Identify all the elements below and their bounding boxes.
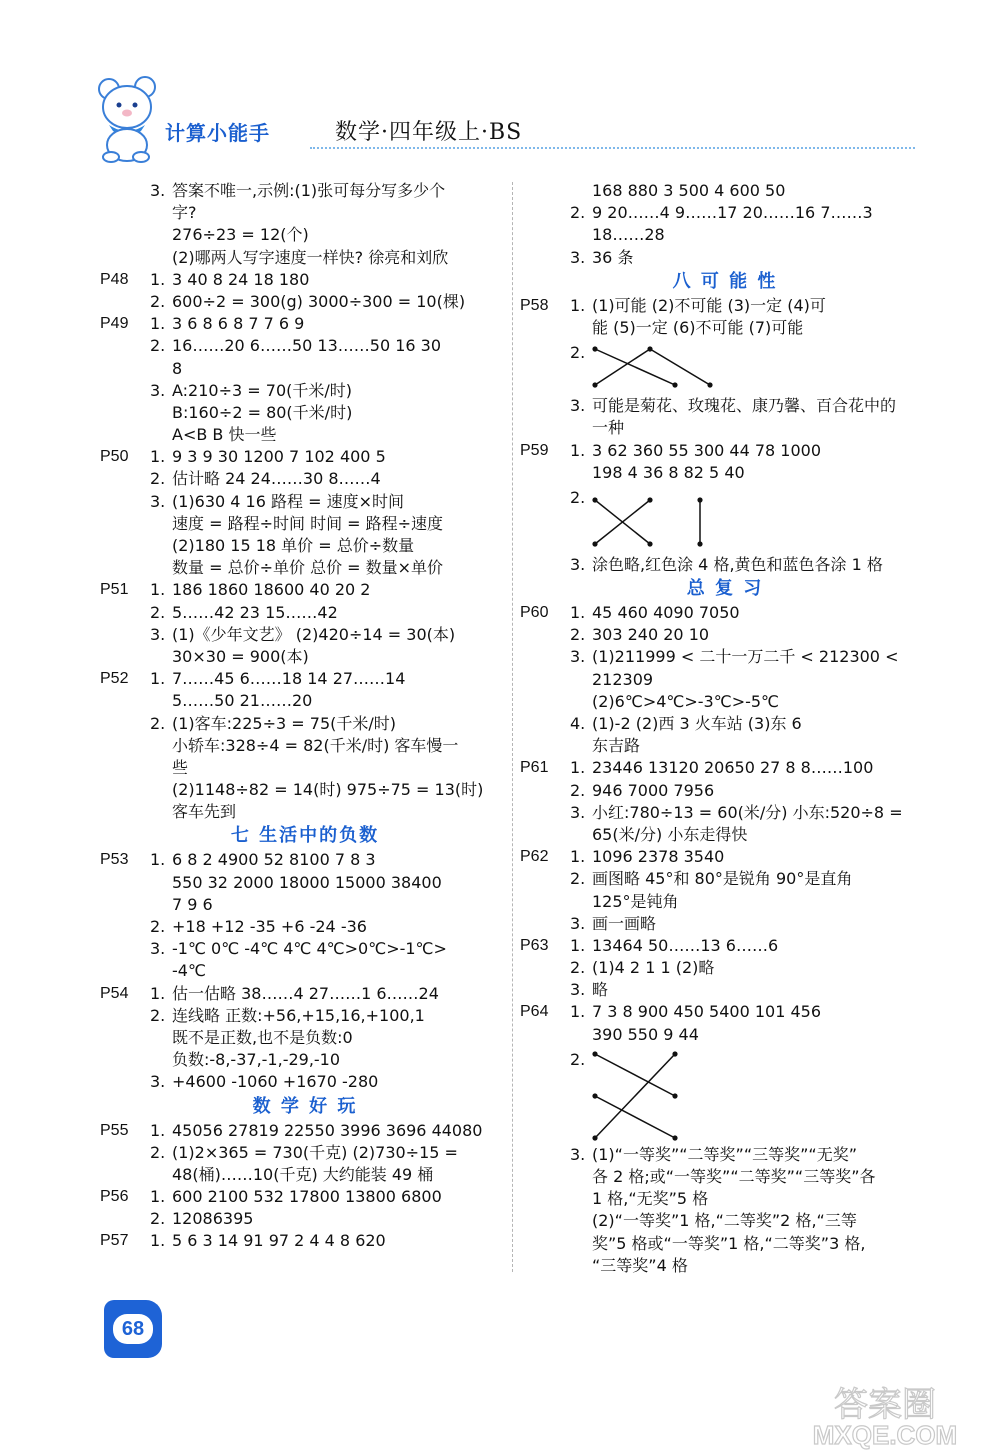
answer-line <box>520 646 930 668</box>
answer-line <box>100 202 510 224</box>
connector-dot <box>672 1093 677 1098</box>
item-number: 1. <box>150 1120 166 1140</box>
connector-line <box>595 349 675 385</box>
answer-line <box>520 462 930 484</box>
item-number: 1. <box>570 847 586 867</box>
answer-line <box>520 691 930 713</box>
item-number: 1. <box>570 603 586 623</box>
answers-right-column <box>520 180 930 1277</box>
connector-dot <box>672 1135 677 1140</box>
page-ref: P54 <box>100 984 129 1002</box>
answer-text: 198 4 36 8 82 5 40 <box>592 462 745 482</box>
answer-text: 186 1860 18600 40 20 2 <box>172 580 371 600</box>
answer-line <box>100 872 510 894</box>
answer-text: (2)180 15 18 单价 = 总价÷数量 <box>172 536 415 555</box>
connector-dot <box>592 497 597 502</box>
item-number: 2. <box>570 343 586 363</box>
item-number: 3. <box>570 913 586 933</box>
answer-text: 客车先到 <box>172 802 237 822</box>
item-number: 1. <box>570 295 586 315</box>
connector-dot <box>647 347 652 352</box>
answer-line <box>520 395 930 417</box>
connector-dot <box>672 383 677 388</box>
item-number: 2. <box>150 1209 166 1229</box>
connector-line <box>595 1054 675 1096</box>
answer-line <box>520 1166 930 1188</box>
answer-line <box>520 224 930 246</box>
item-number: 2. <box>150 469 166 489</box>
answer-line <box>100 894 510 916</box>
answer-text: (1)2×365 = 730(千克) (2)730÷15 = <box>172 1142 458 1162</box>
item-number: 1. <box>150 850 166 870</box>
answer-text: -4℃ <box>172 961 206 981</box>
answer-line <box>100 291 510 313</box>
answer-line <box>520 757 930 779</box>
answer-line <box>520 1188 930 1210</box>
answer-text: 既不是正数,也不是负数:0 <box>172 1027 353 1047</box>
connector-dot <box>697 497 702 502</box>
connector-dot <box>697 541 702 546</box>
matching-diagram <box>520 484 930 554</box>
header-rule <box>310 147 915 149</box>
answer-text: 1 格,“无奖”5 格 <box>592 1189 709 1209</box>
item-number: 1. <box>150 669 166 689</box>
answer-text: 12086395 <box>172 1209 254 1229</box>
answer-text: 些 <box>172 757 189 777</box>
answer-text: (1)-2 (2)西 3 火车站 (3)东 6 <box>592 714 802 733</box>
answer-text: 13464 50……13 6……6 <box>592 935 779 955</box>
answer-text: (1)可能 (2)不可能 (3)一定 (4)可 <box>592 295 826 315</box>
page-ref: P58 <box>520 296 549 314</box>
answer-text: 东吉路 <box>592 736 641 756</box>
page-ref: P59 <box>520 441 549 459</box>
answer-text: 125°是钝角 <box>592 891 679 911</box>
item-number: 2. <box>570 203 586 223</box>
answer-text: 画图略 45°和 80°是锐角 90°是直角 <box>592 869 853 889</box>
answer-line <box>520 202 930 224</box>
answer-line <box>100 1120 510 1142</box>
answer-text: (1)客车:225÷3 = 75(千米/时) <box>172 713 396 733</box>
item-number: 2. <box>150 713 166 733</box>
answer-text: 6 8 2 4900 52 8100 7 8 3 <box>172 850 376 870</box>
answer-text: (2)哪两人写字速度一样快? 徐亮和刘欣 <box>172 247 449 267</box>
answer-text: 连线略 正数:+56,+15,16,+100,1 <box>172 1005 425 1025</box>
answer-line <box>520 713 930 735</box>
answer-text: 276÷23 = 12(个) <box>172 225 309 245</box>
answer-line <box>520 891 930 913</box>
answer-text: 估一估略 38……4 27……1 6……24 <box>172 983 439 1003</box>
connector-dot <box>707 383 712 388</box>
answer-line <box>100 313 510 335</box>
item-number: 2. <box>570 1049 586 1069</box>
answer-text: -1℃ 0℃ -4℃ 4℃ 4℃>0℃>-1℃> <box>172 939 447 959</box>
answer-line <box>100 757 510 779</box>
answer-text: 画一画略 <box>592 913 657 933</box>
page-ref: P49 <box>100 315 129 333</box>
answer-line <box>520 669 930 691</box>
page-ref: P60 <box>520 604 549 622</box>
matching-diagram <box>520 1046 930 1144</box>
answer-line <box>100 1142 510 1164</box>
answer-line <box>520 802 930 824</box>
answer-text: (2)“一等奖”1 格,“二等奖”2 格,“三等 <box>592 1211 857 1231</box>
item-number: 2. <box>150 1005 166 1025</box>
answer-text: A:210÷3 = 70(千米/时) <box>172 380 352 400</box>
answer-text: 7 3 8 900 450 5400 101 456 <box>592 1002 822 1022</box>
answer-line <box>520 1024 930 1046</box>
answer-line <box>100 1164 510 1186</box>
item-number: 2. <box>150 291 166 311</box>
answer-line <box>520 1144 930 1166</box>
connect-lines-diagram <box>520 339 820 395</box>
answer-line <box>520 317 930 339</box>
connector-line <box>650 349 710 385</box>
column-divider <box>512 182 513 1272</box>
item-number: 3. <box>570 247 586 267</box>
answer-text: 303 240 20 10 <box>592 625 710 645</box>
answer-line <box>100 1049 510 1071</box>
section-heading: 总 复 习 <box>686 578 764 600</box>
answer-text: 16……20 6……50 13……50 16 30 <box>172 336 442 356</box>
connector-line <box>595 349 650 385</box>
page-ref: P52 <box>100 670 129 688</box>
answer-line <box>520 624 930 646</box>
item-number: 2. <box>570 780 586 800</box>
answer-line <box>520 913 930 935</box>
answer-text: 390 550 9 44 <box>592 1024 699 1044</box>
answer-text: 答案不唯一,示例:(1)张可每分写多少个 <box>172 181 446 200</box>
item-number: 3. <box>150 380 166 400</box>
subject-title: 数学·四年级上·BS <box>335 120 523 145</box>
answer-text: A<B B 快一些 <box>172 425 277 445</box>
answer-line <box>100 446 510 468</box>
answer-line <box>100 224 510 246</box>
brand-title: 计算小能手 <box>165 121 270 145</box>
connect-lines-diagram <box>520 1046 820 1144</box>
connector-dot <box>592 1051 597 1056</box>
answer-line <box>520 1210 930 1232</box>
answer-text: 7 9 6 <box>172 894 213 914</box>
answer-text: 奖”5 格或“一等奖”1 格,“二等奖”3 格, <box>592 1233 866 1253</box>
answer-line <box>100 1230 510 1252</box>
answer-line <box>520 846 930 868</box>
item-number: 3. <box>570 802 586 822</box>
answer-text: 36 条 <box>592 247 634 267</box>
page-ref: P56 <box>100 1188 129 1206</box>
item-number: 3. <box>150 181 166 200</box>
item-number: 1. <box>150 269 166 289</box>
answer-text: B:160÷2 = 80(千米/时) <box>172 402 353 422</box>
page-number-badge <box>104 1300 162 1358</box>
item-number: 2. <box>570 487 586 507</box>
page-ref: P64 <box>520 1003 549 1021</box>
answer-text: 涂色略,红色涂 4 格,黄色和蓝色各涂 1 格 <box>592 554 883 574</box>
connector-dot <box>592 347 597 352</box>
item-number: 2. <box>150 602 166 622</box>
page-number: 68 <box>113 1314 153 1344</box>
answer-text: 小红:780÷13 = 60(米/分) 小东:520÷8 = <box>592 802 903 822</box>
item-number: 2. <box>150 336 166 356</box>
answer-text: +18 +12 -35 +6 -24 -36 <box>172 917 367 936</box>
answer-line <box>100 579 510 601</box>
page-ref: P61 <box>520 759 549 777</box>
item-number: 3. <box>570 980 586 1000</box>
answer-text: 8 <box>172 358 183 378</box>
answer-line <box>100 779 510 801</box>
answer-text: 946 7000 7956 <box>592 780 715 800</box>
item-number: 1. <box>150 447 166 467</box>
section-heading: 八 可 能 性 <box>672 270 778 292</box>
answer-text: 一种 <box>592 418 625 438</box>
answer-text: 212309 <box>592 669 654 689</box>
answer-text: 45 460 4090 7050 <box>592 603 740 623</box>
item-number: 1. <box>150 1187 166 1207</box>
answer-text: 45056 27819 22550 3996 3696 44080 <box>172 1120 483 1140</box>
answer-line <box>100 1186 510 1208</box>
answer-line <box>100 535 510 557</box>
page-header <box>95 75 915 165</box>
watermark-logo <box>790 1380 980 1450</box>
answer-text: (1)“一等奖”“二等奖”“三等奖”“无奖” <box>592 1144 857 1164</box>
answer-line <box>100 424 510 446</box>
answer-line <box>100 668 510 690</box>
answer-text: 3 62 360 55 300 44 78 1000 <box>592 440 822 460</box>
svg-text:答案圈: 答案圈 <box>834 1385 936 1425</box>
answers-left-column <box>100 180 510 1253</box>
svg-text:MXQE.COM: MXQE.COM <box>812 1420 958 1450</box>
answer-text: 1096 2378 3540 <box>592 847 725 867</box>
answer-text: (1)4 2 1 1 (2)略 <box>592 958 715 978</box>
answer-line <box>100 1071 510 1093</box>
answer-line <box>520 602 930 624</box>
page-ref: P53 <box>100 851 129 869</box>
answer-text: 速度 = 路程÷时间 时间 = 路程÷速度 <box>172 513 444 533</box>
answer-text: (2)1148÷82 = 14(时) 975÷75 = 13(时) <box>172 780 484 800</box>
page-ref: P62 <box>520 848 549 866</box>
answer-line <box>100 335 510 357</box>
page-ref: P48 <box>100 270 129 288</box>
answer-text: 3 40 8 24 18 180 <box>172 269 310 289</box>
item-number: 4. <box>570 714 586 733</box>
answer-line <box>100 602 510 624</box>
page-ref: P63 <box>520 936 549 954</box>
answer-line <box>100 690 510 712</box>
answer-text: 5 6 3 14 91 97 2 4 4 8 620 <box>172 1231 386 1251</box>
answer-text: (1)630 4 16 路程 = 速度×时间 <box>172 491 404 511</box>
page-ref: P55 <box>100 1121 129 1139</box>
answer-line <box>520 780 930 802</box>
answer-text: 600 2100 532 17800 13800 6800 <box>172 1187 442 1207</box>
answer-line <box>100 358 510 380</box>
answer-line <box>100 646 510 668</box>
answer-text: 字? <box>172 203 197 223</box>
answer-text: 3 6 8 6 8 7 7 6 9 <box>172 314 305 334</box>
answer-line <box>100 468 510 490</box>
answer-text: 负数:-8,-37,-1,-29,-10 <box>172 1050 341 1070</box>
answer-text: 数量 = 总价÷单价 总价 = 数量×单价 <box>172 558 444 578</box>
answer-line <box>100 180 510 202</box>
connector-dot <box>647 541 652 546</box>
answer-line <box>520 1233 930 1255</box>
answer-line <box>520 935 930 957</box>
answer-text: 小轿车:328÷4 = 82(千米/时) 客车慢一 <box>172 735 459 755</box>
answer-line <box>100 801 510 823</box>
item-number: 2. <box>150 917 166 936</box>
page-ref: P51 <box>100 581 129 599</box>
item-number: 1. <box>570 1002 586 1022</box>
answer-line <box>520 417 930 439</box>
section-heading: 七 生活中的负数 <box>230 825 380 847</box>
connector-dot <box>592 541 597 546</box>
answer-text: +4600 -1060 +1670 -280 <box>172 1072 379 1092</box>
answer-line <box>100 247 510 269</box>
answer-text: 48(桶)……10(千克) 大约能装 49 桶 <box>172 1164 434 1184</box>
answer-line <box>520 868 930 890</box>
item-number: 2. <box>150 1142 166 1162</box>
answer-text: (2)6℃>4℃>-3℃>-5℃ <box>592 691 780 711</box>
answer-text: 30×30 = 900(本) <box>172 646 309 666</box>
item-number: 2. <box>570 625 586 645</box>
answer-line <box>100 1027 510 1049</box>
answer-line <box>520 979 930 1001</box>
answer-text: 可能是菊花、玫瑰花、康乃馨、百合花中的 <box>592 396 897 416</box>
connector-dot <box>647 497 652 502</box>
answer-text: 5……50 21……20 <box>172 691 313 711</box>
answer-text: 9 20……4 9……17 20……16 7……3 <box>592 203 873 223</box>
answer-line <box>520 295 930 317</box>
item-number: 3. <box>570 554 586 574</box>
item-number: 3. <box>150 624 166 644</box>
answer-line <box>100 938 510 960</box>
connector-dot <box>672 1051 677 1056</box>
answer-line <box>520 735 930 757</box>
connector-line <box>595 1054 675 1138</box>
answer-line <box>100 1005 510 1027</box>
answer-line <box>100 380 510 402</box>
answer-line <box>100 491 510 513</box>
answer-text: 600÷2 = 300(g) 3000÷300 = 10(棵) <box>172 291 466 311</box>
answer-text: “三等奖”4 格 <box>592 1255 688 1275</box>
answer-text: 168 880 3 500 4 600 50 <box>592 181 786 200</box>
answer-text: 略 <box>592 980 609 1000</box>
section-heading: 数 学 好 玩 <box>252 1095 358 1117</box>
answer-line <box>100 916 510 938</box>
answer-text: (1)211999 < 二十一万二千 < 212300 < <box>592 647 899 667</box>
answer-line <box>100 735 510 757</box>
page-ref: P50 <box>100 448 129 466</box>
item-number: 1. <box>150 580 166 600</box>
answer-line <box>100 849 510 871</box>
answer-line <box>520 440 930 462</box>
item-number: 3. <box>570 396 586 416</box>
item-number: 1. <box>570 758 586 778</box>
item-number: 1. <box>570 440 586 460</box>
connector-line <box>595 1096 675 1138</box>
answer-line <box>520 957 930 979</box>
answer-text: 各 2 格;或“一等奖”“二等奖”“三等奖”各 <box>592 1167 876 1186</box>
connector-dot <box>592 1093 597 1098</box>
bear-mascot-icon <box>95 75 165 165</box>
answer-text: 估计略 24 24……30 8……4 <box>172 469 381 489</box>
answer-line <box>520 180 930 202</box>
answer-text: 65(米/分) 小东走得快 <box>592 824 748 844</box>
answer-line <box>520 824 930 846</box>
answer-text: 550 32 2000 18000 15000 38400 <box>172 872 442 892</box>
answer-text: 5……42 23 15……42 <box>172 602 338 622</box>
answer-line <box>100 983 510 1005</box>
page-ref: P57 <box>100 1232 129 1250</box>
item-number: 3. <box>150 491 166 511</box>
answer-text: 18……28 <box>592 225 665 245</box>
item-number: 3. <box>570 1144 586 1164</box>
answer-line <box>100 1208 510 1230</box>
answer-line <box>520 1001 930 1023</box>
item-number: 1. <box>570 935 586 955</box>
answer-text: 23446 13120 20650 27 8 8……100 <box>592 758 874 778</box>
connector-dot <box>592 1135 597 1140</box>
item-number: 3. <box>150 939 166 959</box>
answer-text: 9 3 9 30 1200 7 102 400 5 <box>172 447 386 467</box>
item-number: 1. <box>150 314 166 334</box>
item-number: 3. <box>570 647 586 667</box>
answer-line <box>520 247 930 269</box>
answer-line <box>100 513 510 535</box>
item-number: 1. <box>150 1231 166 1251</box>
answer-text: 能 (5)一定 (6)不可能 (7)可能 <box>592 317 804 337</box>
answer-line <box>100 624 510 646</box>
connector-dot <box>592 383 597 388</box>
answer-line <box>520 1255 930 1277</box>
item-number: 2. <box>570 869 586 889</box>
answer-line <box>100 402 510 424</box>
answer-line <box>100 960 510 982</box>
answer-text: (1)《少年文艺》 (2)420÷14 = 30(本) <box>172 624 456 644</box>
connect-lines-diagram <box>520 484 820 554</box>
item-number: 3. <box>150 1072 166 1092</box>
answer-line <box>100 713 510 735</box>
matching-diagram <box>520 339 930 395</box>
answer-line <box>100 269 510 291</box>
answer-text: 7……45 6……18 14 27……14 <box>172 669 406 689</box>
answer-line <box>520 554 930 576</box>
item-number: 2. <box>570 958 586 978</box>
item-number: 1. <box>150 983 166 1003</box>
answer-line <box>100 557 510 579</box>
